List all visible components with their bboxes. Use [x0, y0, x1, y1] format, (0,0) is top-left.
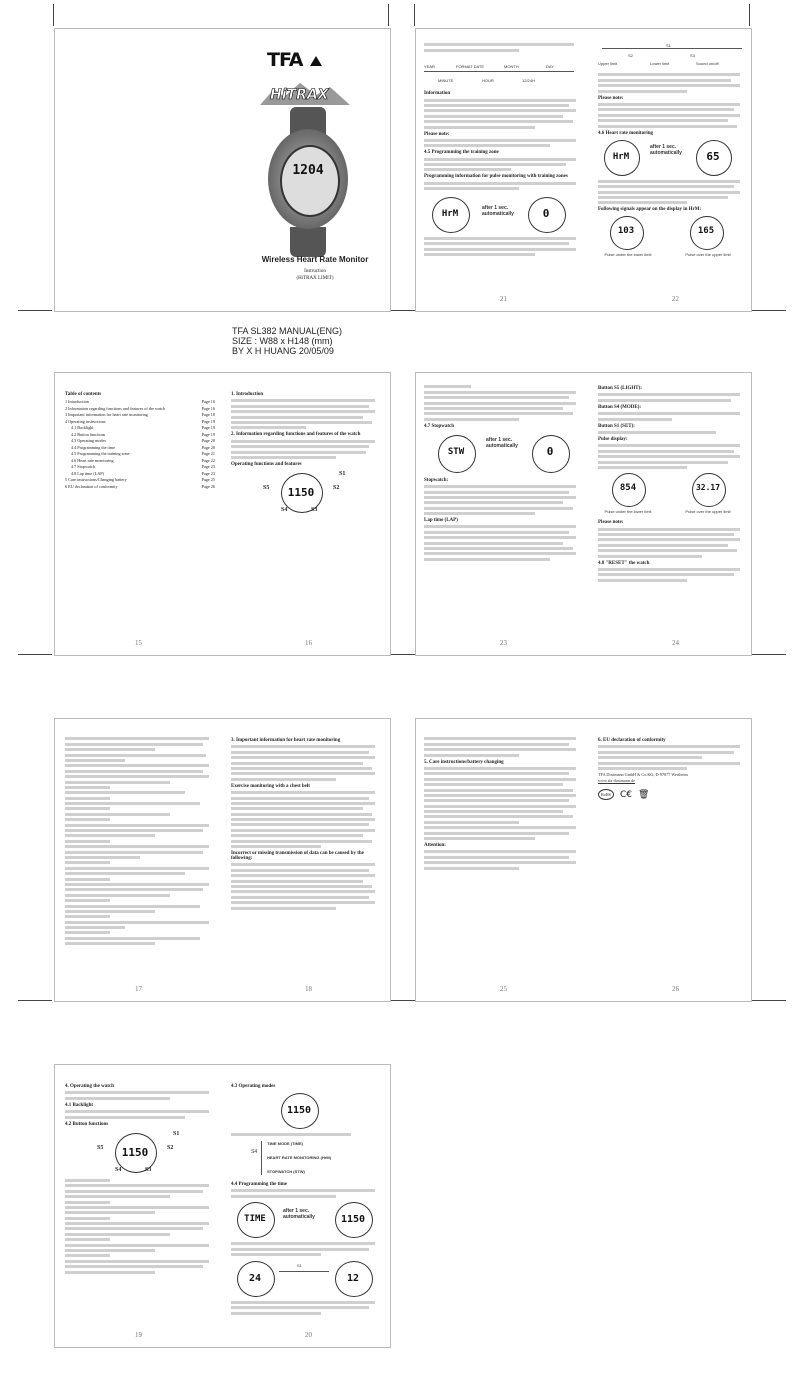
spec-line: BY X H HUANG 20/05/09 [232, 346, 334, 356]
paragraph [598, 103, 746, 128]
toc-entry-label: 4.3 Operating modes [71, 438, 107, 443]
page-22-body [598, 41, 746, 260]
section-heading: Operating functions and features [231, 461, 302, 467]
flow-diagram: YEAR FORMAT DATE MONTH DAY MINUTE HOUR 12/24H [424, 54, 582, 88]
table-of-contents [65, 389, 215, 490]
page-18-body [231, 735, 381, 912]
page-number: 26 [672, 985, 679, 993]
toc-entry-label: 4.1 Backlight [71, 425, 94, 430]
toc-entry-page: Page 19 [201, 418, 215, 424]
crop-mark [18, 310, 52, 311]
paragraph [231, 1133, 381, 1136]
toc-entry-label: 2 Information regarding functions and features of the watch [65, 405, 165, 411]
toc-entry-page: Page 16 [201, 405, 215, 411]
section-heading: Exercise monitoring with a chest belt [231, 783, 310, 789]
page-21-body [424, 41, 582, 259]
paragraph [65, 1179, 215, 1274]
paragraph [231, 791, 381, 848]
button-diagram: 1150 S1 S2 S3 S4 S5 [97, 1130, 180, 1173]
paragraph [424, 139, 582, 147]
crop-mark [752, 1000, 786, 1001]
page-15-16 [54, 372, 391, 656]
page-number: 23 [500, 639, 507, 647]
paragraph [424, 158, 582, 172]
paragraph [598, 745, 746, 770]
toc-entry-page: Page 19 [201, 425, 215, 430]
time-programming-diagram: TIME after 1 sec. automatically 1150 [231, 1200, 381, 1240]
section-heading: Lap time (LAP) [424, 518, 458, 524]
watch-illustration [260, 107, 355, 257]
hrm-diagram: HrM after 1 sec. automatically 0 [424, 193, 582, 235]
cover-title: Wireless Heart Rate Monitor [261, 255, 369, 264]
paragraph [231, 1301, 381, 1315]
paragraph [424, 850, 582, 869]
page-number: 17 [135, 985, 142, 993]
weee-bin-icon: 🗑 [638, 789, 650, 800]
paragraph [598, 568, 746, 582]
page-23-24 [415, 372, 752, 656]
page-23-body [424, 383, 582, 563]
paragraph [231, 745, 381, 780]
mode-display-diagram: 1150 [231, 1091, 381, 1131]
section-heading: Button S5 (LIGHT): [598, 386, 642, 391]
toc-entry-label: 4.2 Button functions [71, 431, 106, 437]
page-17-18 [54, 718, 391, 1002]
toc-entry-page: Page 19 [201, 431, 215, 437]
mode-cycle-diagram: S4 TIME MODE (TIME) HEART RATE MONITORING (HrM) STOPWATCH (STW) [251, 1140, 332, 1174]
paragraph [231, 440, 381, 459]
page-number: 16 [305, 639, 312, 647]
paragraph [65, 1091, 215, 1099]
section-heading: Please note: [424, 131, 450, 137]
section-heading: 4. Operating the watch [65, 1084, 114, 1089]
toc-entry-label: 6 EU declaration of conformity [65, 483, 118, 489]
section-heading: Button S4 (MODE): [598, 404, 642, 410]
page-number: 22 [672, 295, 679, 303]
section-heading: 4.4 Programming the time [231, 1181, 288, 1187]
page-19-20 [54, 1064, 391, 1348]
toc-entry-label: 3 Important information for heart rate monitoring [65, 412, 148, 417]
page-number: 25 [500, 985, 507, 993]
section-heading: 4.1 Backlight [65, 1102, 94, 1108]
toc-entry-page: Page 16 [201, 399, 215, 404]
paragraph [424, 737, 582, 756]
crop-mark [18, 1000, 52, 1001]
pulse-limit-diagram: 103 165 Pulse under the lower limit Pulse over the upper limit [598, 214, 746, 260]
toc-entry-page: Page 20 [201, 438, 215, 443]
section-heading: Information [424, 91, 451, 97]
page-25-body [424, 735, 582, 872]
crop-mark [414, 4, 415, 26]
crop-mark [388, 4, 389, 26]
page-number: 18 [305, 985, 312, 993]
toc-title: Table of contents [65, 392, 102, 397]
paragraph [424, 485, 582, 515]
company-address: TFA Dostmann GmbH & Co.KG, D-97877 Wertheim [598, 772, 688, 778]
section-heading: 4.8 "RESET" the watch [598, 560, 650, 566]
toc-entry-label: 5 Care instructions/Changing battery [65, 477, 127, 482]
toc-entry-page: Page 20 [201, 444, 215, 450]
crop-mark [18, 654, 52, 655]
paragraph [231, 1242, 381, 1256]
section-heading: 5. Care instructions/battery changing [424, 759, 504, 765]
toc-entry-page: Page 26 [201, 483, 215, 489]
toc-entry-page: Page 21 [201, 451, 215, 456]
section-heading: 4.2 Button functions [65, 1121, 109, 1127]
page-26-body [598, 735, 746, 800]
paragraph [231, 863, 381, 909]
toc-entry [65, 484, 215, 491]
section-heading: Please note: [598, 520, 624, 526]
watch-screen: 1204 [292, 163, 324, 178]
pulse-limit-diagram: 854 32.17 Pulse under the lower limit Pulse over the upper limit [598, 471, 746, 517]
paragraph [424, 99, 582, 129]
brand-logo: TFA [267, 49, 322, 71]
section-heading: 4.3 Operating modes [231, 1084, 276, 1089]
page-17-body [65, 735, 215, 948]
page-number: 15 [135, 639, 142, 647]
page-16-body [231, 389, 381, 515]
hrm-diagram: HrM after 1 sec. automatically 65 [598, 138, 746, 178]
stopwatch-diagram: STW after 1 sec. automatically 0 [424, 431, 582, 475]
paragraph [424, 182, 582, 190]
toc-entry-label: 4.6 Heart rate monitoring [71, 457, 114, 463]
toc-entry-page: Page 23 [201, 464, 215, 469]
flow-diagram: S1 S2 S3 Upper limit Lower limit Sound on/off [598, 41, 746, 71]
paragraph [598, 180, 746, 205]
page-21-22 [415, 28, 752, 312]
company-url: www.tfa-dostmann.de [598, 777, 635, 783]
product-logo: HiTRAX [260, 83, 350, 105]
crop-mark [752, 654, 786, 655]
paragraph [598, 73, 746, 92]
section-heading: 4.7 Stopwatch [424, 423, 455, 429]
spec-header [232, 326, 342, 356]
paragraph [65, 737, 215, 945]
toc-entry-page: Page 25 [201, 477, 215, 482]
cover-model: (HiTRAX LIMIT) [296, 276, 334, 281]
section-heading: Programming information for pulse monitoring with training zones [424, 174, 568, 180]
spec-line: TFA SL382 MANUAL(ENG) [232, 326, 343, 336]
section-heading: Incorrect or missing transmission of data can be caused by the following: [231, 851, 364, 862]
toc-entry-label: 4.8 Lap time (LAP) [71, 470, 105, 476]
section-heading: Attention: [424, 843, 446, 849]
toc-entry-label: 4.5 Programming the training zone [71, 451, 130, 456]
section-heading: Please note: [598, 95, 624, 101]
date-programming-diagram: 24 S1 12 [231, 1259, 381, 1299]
section-heading: 1. Introduction [231, 392, 264, 397]
section-heading: Button S1 (SET): [598, 423, 635, 429]
toc-entry-label: 4 Operating instructions [65, 418, 106, 424]
page-25-26 [415, 718, 752, 1002]
toc-entry-page: Page 22 [201, 457, 215, 463]
page-20-body [231, 1081, 381, 1317]
paragraph [231, 1189, 381, 1197]
paragraph [65, 1110, 215, 1118]
button-diagram: 1150 S1 S2 S3 S4 S5 [263, 470, 346, 513]
rohs-icon: RoHS [598, 789, 614, 800]
paragraph [598, 412, 746, 420]
crop-mark [752, 310, 786, 311]
compliance-marks [598, 789, 746, 800]
paragraph [424, 525, 582, 560]
paragraph [424, 385, 582, 420]
paragraph [598, 528, 746, 558]
cover-subtitle: Instruction [304, 269, 326, 274]
spec-line: SIZE : W88 x H148 (mm) [232, 336, 333, 346]
paragraph [598, 393, 746, 401]
section-heading: 4.5 Programming the training zone [424, 150, 499, 156]
section-heading: 3. Important information for heart rate monitoring [231, 738, 341, 743]
paragraph [598, 431, 746, 434]
page-24-body [598, 383, 746, 584]
page-number: 24 [672, 639, 679, 647]
section-heading: Stopwatch: [424, 477, 449, 483]
toc-entry-label: 4.4 Programming the time [71, 444, 115, 450]
toc-list [65, 399, 215, 490]
paragraph [598, 444, 746, 469]
page-number: 19 [135, 1331, 142, 1339]
section-heading: Following signals appear on the display in HrM: [598, 207, 702, 213]
crop-mark [53, 4, 54, 26]
section-heading: 2. Information regarding functions and features of the watch [231, 432, 361, 438]
toc-entry-label: 4.7 Stopwatch [71, 464, 95, 469]
toc-entry-page: Page 23 [201, 470, 215, 476]
ce-mark-icon: C€ [620, 789, 633, 800]
section-heading: 4.6 Heart rate monitoring [598, 130, 653, 136]
toc-entry-label: 1 Introduction [65, 399, 89, 404]
page-number: 21 [500, 295, 507, 303]
paragraph [231, 399, 381, 429]
section-heading: Pulse display: [598, 436, 628, 442]
paragraph [424, 237, 582, 256]
toc-entry-page: Page 18 [201, 412, 215, 417]
cover-page [54, 28, 391, 312]
section-heading: 6. EU declaration of conformity [598, 738, 666, 743]
crop-mark [749, 4, 750, 26]
paragraph [424, 43, 582, 51]
page-number: 20 [305, 1331, 312, 1339]
paragraph [424, 767, 582, 840]
page-19-body [65, 1081, 215, 1276]
